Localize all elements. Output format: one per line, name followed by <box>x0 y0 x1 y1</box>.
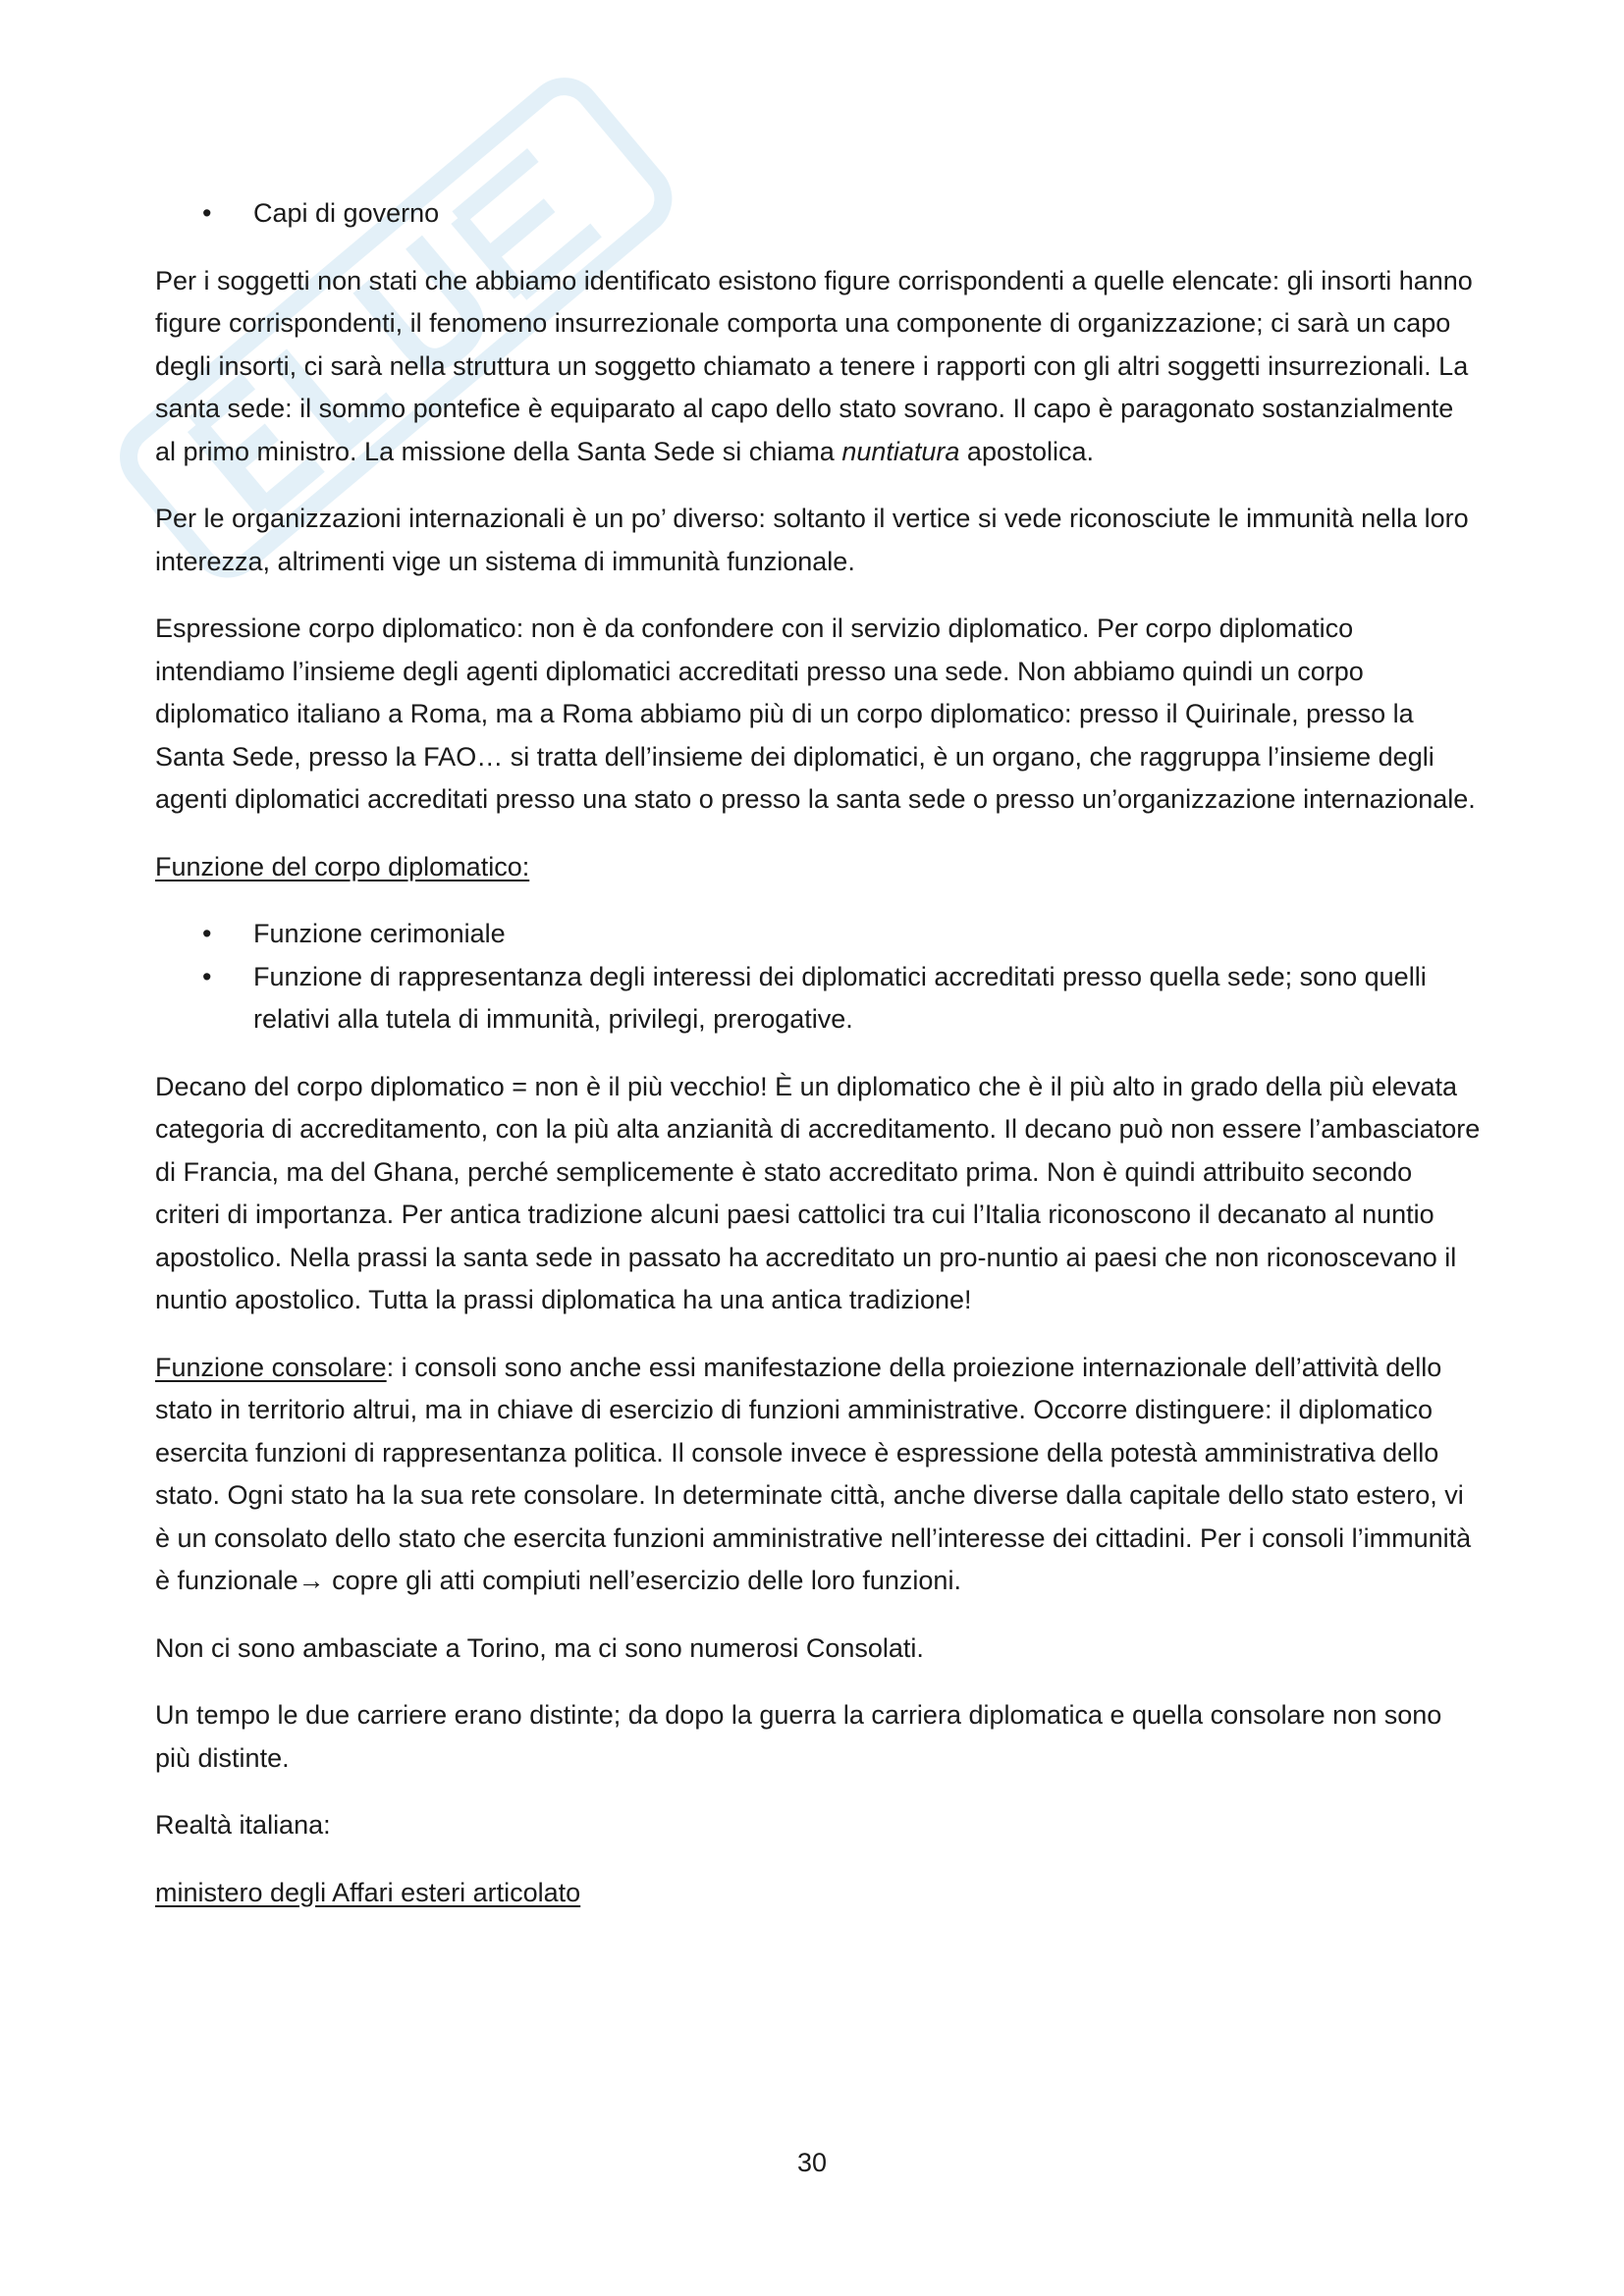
text-run: Un tempo le due carriere erano distinte; da dopo la guerra la carriera diplomatica e quella consolare non sono più distinte. <box>155 1700 1442 1773</box>
document-body <box>155 192 1481 1939</box>
text-run: copre gli atti compiuti nell’esercizio delle loro funzioni. <box>324 1566 961 1595</box>
text-run: Non ci sono ambasciate a Torino, ma ci sono numerosi Consolati. <box>155 1632 924 1663</box>
paragraph <box>155 846 1481 889</box>
text-run: : i consoli sono anche essi manifestazione della proiezione internazionale dell’attività dello stato in territorio altrui, ma in chiave di esercizio di funzioni amministrative. Occorre distinguere: il diplomatico esercita funzioni di rappresentanza politica. Il console invece è espressione della potestà amministrativa dello stato. Ogni stato ha la sua rete consolare. In determinate città, anche diverse dalla capitale dello stato estero, vi è un consolato dello stato che esercita funzioni amministrative nell’interesse dei cittadini. Per i consoli l’immunità è funzionale <box>155 1352 1472 1595</box>
text-run: Decano del corpo diplomatico = non è il più vecchio! È un diplomatico che è il più alto in grado della più elevata categoria di accreditamento, con la più alta anzianità di accreditamento. Il decano può non essere l’ambasciatore di Francia, ma del Ghana, perché semplicemente è stato accreditato prima. Non è quindi attribuito secondo criteri di importanza. Per antica tradizione alcuni paesi cattolici tra cui l’Italia riconoscono il decanato al nuntio apostolico. Nella prassi la santa sede in passato ha accreditato un pro-nuntio ai paesi che non riconoscevano il nuntio apostolico. Tutta la prassi diplomatica ha una antica tradizione! <box>155 1071 1481 1314</box>
bullet-item: • Funzione di rappresentanza degli interessi dei diplomatici accreditati presso quella sede; sono quelli relativi alla tutela di immunità, privilegi, prerogative. <box>155 956 1481 1041</box>
bullet-item: • Capi di governo <box>155 192 1481 236</box>
paragraph <box>155 498 1481 583</box>
paragraph <box>155 1694 1481 1780</box>
paragraph <box>155 1804 1481 1847</box>
text-run: Espressione corpo diplomatico: non è da confondere con il servizio diplomatico. Per corpo diplomatico intendiamo l’insieme degli agenti diplomatici accreditati presso una sede. Non abbiamo quindi un corpo diplomatico italiano a Roma, ma a Roma abbiamo più di un corpo diplomatico: presso il Quirinale, presso la Santa Sede, presso la FAO… si tratta dell’insieme dei diplomatici, è un organo, che raggruppa l’insieme degli agenti diplomatici accreditati presso una stato o presso la santa sede o presso un’organizzazione internazionale. <box>155 614 1476 814</box>
page-number: 30 <box>796 2148 828 2177</box>
paragraph <box>155 260 1481 474</box>
text-run: Per i soggetti non stati che abbiamo identificato esistono figure corrispondenti a quelle elencate: gli insorti hanno figure corrispondenti, il fenomeno insurrezionale comporta una componente di organizzazione; ci sarà un capo degli insorti, ci sarà nella struttura un soggetto chiamato a tenere i rapporti con gli altri soggetti insurrezionali. La santa sede: il sommo pontefice è equiparato al capo dello stato sovrano. Il capo è paragonato sostanzialmente al primo ministro. La missione della Santa Sede si chiama <box>155 265 1473 466</box>
paragraph <box>155 1066 1481 1322</box>
text-run: Per le organizzazioni internazionali è un po’ diverso: soltanto il vertice si vede riconosciute le immunità nella loro interezza, altrimenti vige un sistema di immunità funzionale. <box>155 504 1469 576</box>
bullet-list <box>155 913 1481 1041</box>
text-run: Realtà italiana: <box>155 1810 331 1840</box>
bullet-item: • Funzione cerimoniale <box>155 913 1481 956</box>
underlined-heading: Funzione consolare <box>155 1352 387 1382</box>
paragraph <box>155 1628 1481 1671</box>
paragraph <box>155 1347 1481 1603</box>
italic-term: nuntiatura <box>841 436 960 466</box>
bullet-list <box>155 192 1481 236</box>
underlined-heading: Funzione del corpo diplomatico: <box>155 851 530 881</box>
text-run: apostolica. <box>959 436 1095 466</box>
paragraph <box>155 608 1481 822</box>
underlined-heading: ministero degli Affari esteri articolato <box>155 1877 581 1907</box>
paragraph <box>155 1872 1481 1915</box>
arrow-right-icon: → <box>298 1566 325 1595</box>
